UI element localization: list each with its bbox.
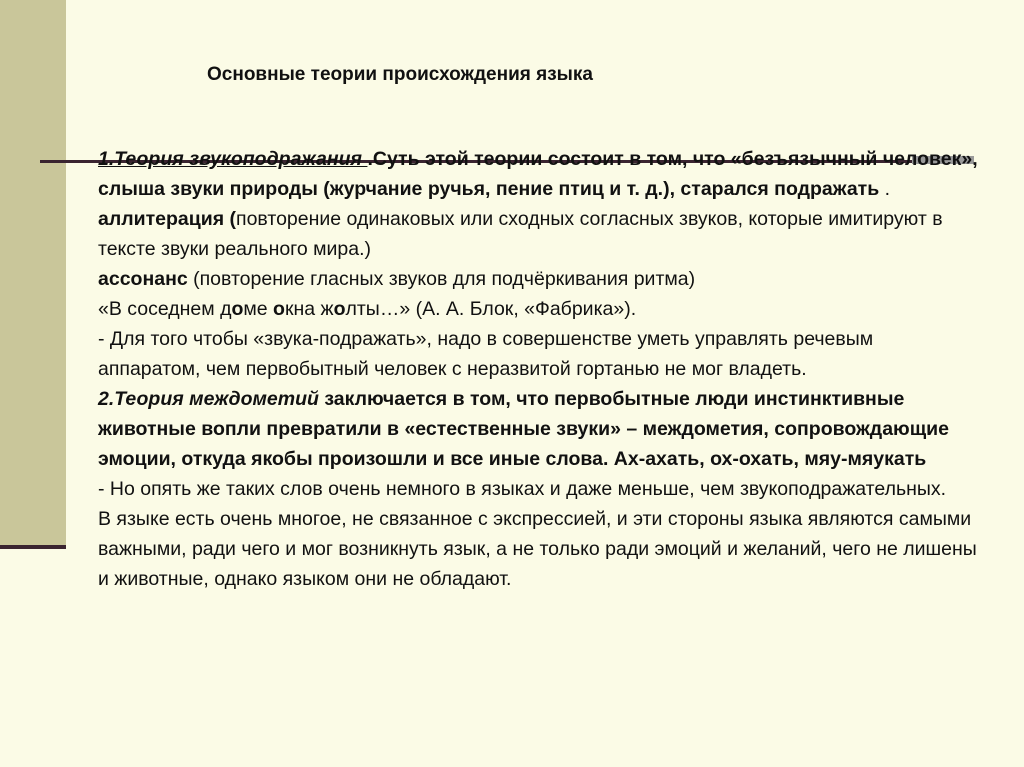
quote-part: лты…» (А. А. Блок, «Фабрика»). <box>345 298 637 320</box>
theory-description: .Суть этой теории состоит в том, что «безъязычный человек», слыша звуки природы (журчание ручья, пение птиц и т. д.), старался подражать <box>98 148 978 200</box>
alliteration-definition: повторение одинаковых или сходных согласных звуков, которые имитируют в тексте звуки реального мира.) <box>98 208 943 260</box>
quote-vowel: о <box>273 298 285 320</box>
paragraph-conclusion: В языке есть очень многое, не связанное с экспрессией, и эти стороны языка являются самыми важными, ради чего и мог возникнуть язык, а не только ради эмоций и желаний, чего не лишены и животные, однако языком они не обладают. <box>98 508 977 590</box>
quote-part: ме <box>243 298 274 320</box>
paragraph-assonance <box>98 264 978 294</box>
slide-title: Основные теории происхождения языка <box>207 64 593 85</box>
paragraph-alliteration <box>98 204 978 264</box>
paragraph-onomatopoeia-theory <box>98 144 978 204</box>
theory-description: заключается в том, что первобытные люди инстинктивные животные вопли превратили в «естественные звуки» – междометия, сопровождающие эмоции, откуда якобы произошли и все иные слова. Ах-ахать, ох-охать, мяу-мяукать <box>98 388 949 470</box>
term-assonance: ассонанс <box>98 268 188 290</box>
theory-name-interjections: 2.Теория междометий <box>98 388 319 410</box>
paragraph-interjection-theory <box>98 384 978 474</box>
decorative-side-line <box>0 545 66 549</box>
paragraph-dot: . <box>879 178 891 200</box>
paragraph-criticism-1: - Для того чтобы «звука-подражать», надо в совершенстве уметь управлять речевым аппаратом, чем первобытный человек с неразвитой гортанью не мог владеть. <box>98 328 874 380</box>
paragraph-criticism-2: - Но опять же таких слов очень немного в языках и даже меньше, чем звукоподражательных. <box>98 478 947 500</box>
paragraph-blok-quote <box>98 294 978 324</box>
theory-name-onomatopoeia: 1.Теория звукоподражания <box>98 148 368 170</box>
quote-vowel: о <box>333 298 346 320</box>
decorative-side-bar <box>0 0 66 545</box>
quote-part: кна ж <box>284 298 334 320</box>
term-alliteration: аллитерация ( <box>98 208 237 230</box>
slide-body <box>98 144 978 594</box>
quote-vowel: о <box>231 298 244 320</box>
quote-part: «В соседнем д <box>98 298 232 320</box>
assonance-definition: (повторение гласных звуков для подчёркивания ритма) <box>187 268 696 290</box>
